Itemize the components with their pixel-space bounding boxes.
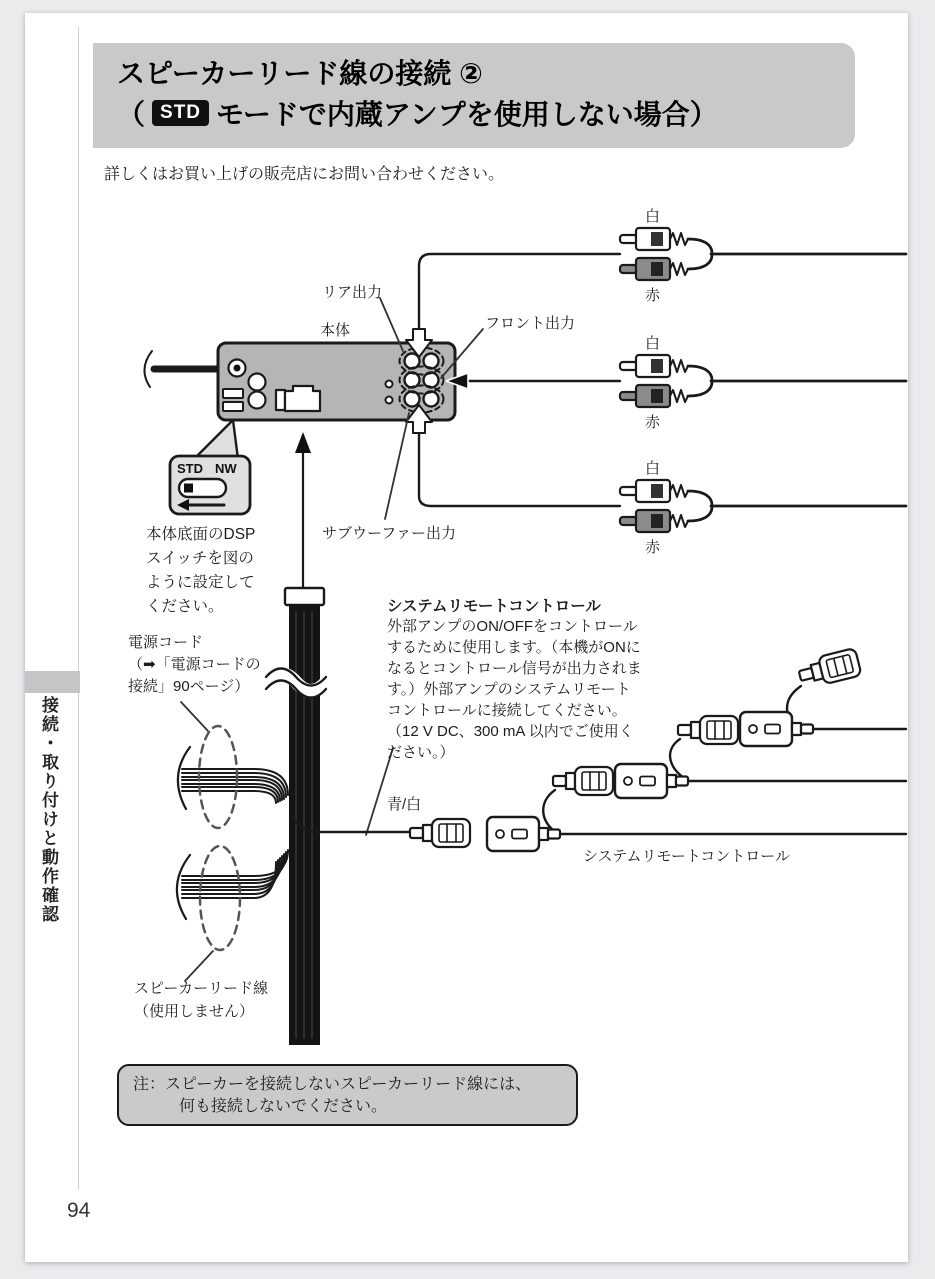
rear-output-label: リア出力 xyxy=(322,284,383,301)
harness-socket-latch xyxy=(276,390,285,410)
spade-female-connector xyxy=(487,817,560,851)
main-unit-label: 本体 xyxy=(320,322,351,339)
page-number: 94 xyxy=(67,1199,91,1222)
spade-male-connector xyxy=(678,716,738,744)
rca-red-label: 赤 xyxy=(645,414,661,431)
switch-nw-label: NW xyxy=(215,461,237,476)
spade-male-connector xyxy=(410,819,470,847)
speaker-lead-bundle-upper xyxy=(178,747,288,809)
section-title-bar xyxy=(93,43,855,148)
system-remote-title: システムリモートコントロール xyxy=(387,598,601,615)
section-title-line1: スピーカーリード線の接続 ② xyxy=(117,58,483,89)
title-paren-open: （ xyxy=(117,99,146,130)
dsp-slider-knob xyxy=(184,484,193,493)
arrow-up-small-icon xyxy=(295,432,311,453)
rca-red-label: 赤 xyxy=(645,539,661,556)
rca-pair-top xyxy=(620,228,906,280)
rca-red-label: 赤 xyxy=(645,287,661,304)
intro-text: 詳しくはお買い上げの販売店にお問い合わせください。 xyxy=(104,166,505,183)
rca-white-label: 白 xyxy=(645,460,661,477)
speaker-lead-label: スピーカーリード線 （使用しません） xyxy=(134,980,269,1020)
system-remote-description: 外部アンプのON/OFFをコントロール するために使用します。（本機がONに なるとコントロール信号が出力されま す。）外部アンプのシステムリモート コントロールに接続してください。 （12 V DC、300 mA 以内でご使用く ださい。） xyxy=(387,618,642,761)
caution-note-line1: 注：スピーカーを接続しないスピーカーリード線には、 xyxy=(133,1076,532,1093)
rca-pair-middle xyxy=(620,355,906,407)
main-unit xyxy=(144,329,468,433)
spade-female-connector xyxy=(740,712,813,746)
blue-white-wire-label: 青/白 xyxy=(387,796,422,813)
std-mode-badge: STD xyxy=(152,100,209,126)
power-cord-label: 電源コード （➡「電源コードの 接続」90ページ） xyxy=(128,634,261,695)
caution-note-line2: 何も接続しないでください。 xyxy=(179,1098,388,1115)
spade-female-connector xyxy=(615,764,688,798)
rca-white-label: 白 xyxy=(645,208,661,225)
rca-pair-bottom xyxy=(620,480,906,532)
system-remote-caption: システムリモートコントロール xyxy=(583,848,791,865)
rca-white-label: 白 xyxy=(645,335,661,352)
sidebar-section-label: 接続・取り付けと動作確認 xyxy=(39,696,58,924)
section-title-line2 xyxy=(117,93,718,133)
dsp-setting-note: 本体底面のDSP スイッチを図の ように設定して ください。 xyxy=(146,526,256,615)
spade-male-connector xyxy=(797,648,862,690)
spade-male-connector xyxy=(553,767,613,795)
power-cord xyxy=(266,432,326,1045)
front-output-label: フロント出力 xyxy=(485,315,576,332)
caution-note-box xyxy=(117,1064,578,1126)
switch-std-label: STD xyxy=(177,461,203,476)
title-line2-text: モードで内蔵アンプを使用しない場合） xyxy=(216,99,718,130)
subwoofer-output-label: サブウーファー出力 xyxy=(322,525,456,542)
harness-plug xyxy=(285,588,324,605)
sidebar-section-tab xyxy=(25,671,80,693)
